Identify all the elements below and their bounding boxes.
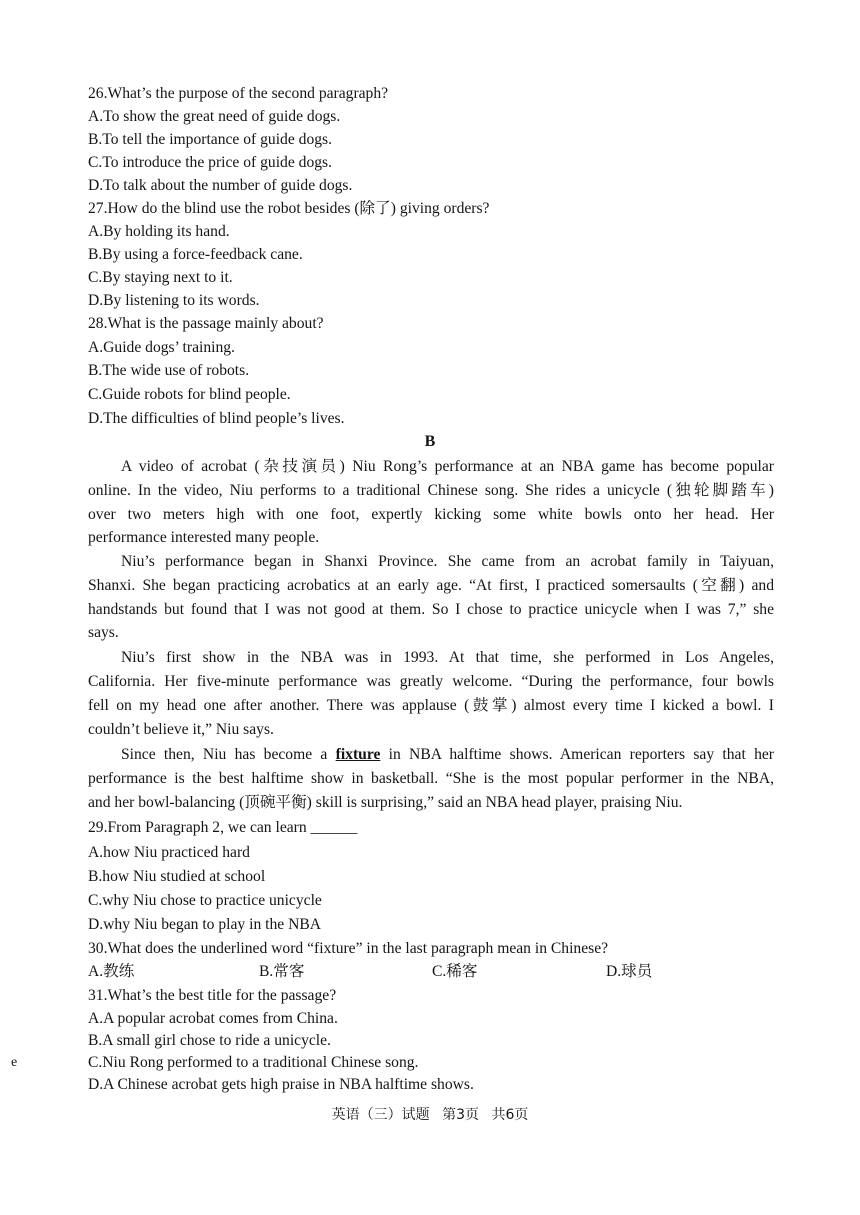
passage-text: in NBA halftime shows. American reporters say that her (380, 746, 774, 763)
option-27c: C.By staying next to it. (88, 269, 233, 286)
passage-line: fell on my head one after another. There was applause (鼓掌) almost every time I kicked a bowl. I (88, 697, 774, 714)
question-26: 26.What’s the purpose of the second paragraph? (88, 85, 389, 102)
passage-line: performance is the best halftime show in basketball. “She is the most popular performer in the NBA, (88, 770, 774, 787)
underlined-word-fixture: fixture (335, 746, 381, 763)
question-29: 29.From Paragraph 2, we can learn ______ (88, 819, 358, 836)
section-b-title: B (424, 433, 436, 450)
option-29d: D.why Niu began to play in the NBA (88, 916, 322, 933)
option-27d: D.By listening to its words. (88, 292, 260, 309)
page-footer (0, 1106, 860, 1124)
option-29a: A.how Niu practiced hard (88, 844, 250, 861)
option-30d: D.球员 (606, 963, 653, 980)
option-30c: C.稀客 (432, 963, 478, 980)
option-29b: B.how Niu studied at school (88, 868, 266, 885)
option-28a: A.Guide dogs’ training. (88, 339, 235, 356)
option-26d: D.To talk about the number of guide dogs. (88, 177, 353, 194)
footer-subject: 英语（三）试题 (331, 1107, 430, 1123)
passage-line: Shanxi. She began practicing acrobatics at an early age. “At first, I practiced somersaults (空翻) and (88, 577, 774, 594)
option-26c: C.To introduce the price of guide dogs. (88, 154, 333, 171)
option-26a: A.To show the great need of guide dogs. (88, 108, 341, 125)
option-27b: B.By using a force-feedback cane. (88, 246, 303, 263)
question-27: 27.How do the blind use the robot besides (除了) giving orders? (88, 200, 490, 217)
question-28: 28.What is the passage mainly about? (88, 315, 324, 332)
option-29c: C.why Niu chose to practice unicycle (88, 892, 322, 909)
passage-line (121, 745, 774, 765)
question-30: 30.What does the underlined word “fixture” in the last paragraph mean in Chinese? (88, 940, 609, 957)
passage-line: and her bowl-balancing (顶碗平衡) skill is surprising,” said an NBA head player, praising Niu. (88, 794, 683, 811)
passage-line: performance interested many people. (88, 529, 320, 546)
option-30b: B.常客 (259, 963, 305, 980)
passage-line: couldn’t believe it,” Niu says. (88, 721, 274, 738)
passage-line: handstands but found that I was not good at them. So I chose to practice unicycle when I was 7,” she (88, 601, 774, 618)
passage-line: Niu’s first show in the NBA was in 1993. At that time, she performed in Los Angeles, (121, 649, 774, 666)
passage-line: says. (88, 624, 119, 641)
option-28c: C.Guide robots for blind people. (88, 386, 291, 403)
option-28d: D.The difficulties of blind people’s lives. (88, 410, 345, 427)
passage-line: online. In the video, Niu performs to a traditional Chinese song. She rides a unicycle (独轮脚踏车) (88, 482, 774, 499)
question-31: 31.What’s the best title for the passage? (88, 987, 337, 1004)
passage-line: over two meters high with one foot, expertly kicking some white bowls onto her head. Her (88, 506, 774, 523)
option-30a: A.教练 (88, 963, 135, 980)
passage-line: California. Her five-minute performance was greatly welcome. “During the performance, four bowls (88, 673, 774, 690)
passage-text: Since then, Niu has become a (121, 746, 336, 763)
stray-mark: e (11, 1055, 18, 1070)
passage-line: Niu’s performance began in Shanxi Province. She came from an acrobat family in Taiyuan, (121, 553, 774, 570)
footer-total-pages: 共6页 (491, 1107, 529, 1123)
option-31c: C.Niu Rong performed to a traditional Chinese song. (88, 1054, 419, 1071)
option-31a: A.A popular acrobat comes from China. (88, 1010, 338, 1027)
option-28b: B.The wide use of robots. (88, 362, 250, 379)
option-27a: A.By holding its hand. (88, 223, 230, 240)
option-26b: B.To tell the importance of guide dogs. (88, 131, 333, 148)
option-31d: D.A Chinese acrobat gets high praise in NBA halftime shows. (88, 1076, 474, 1093)
passage-line: A video of acrobat (杂技演员) Niu Rong’s performance at an NBA game has become popular (121, 458, 774, 475)
footer-page-number: 第3页 (442, 1107, 479, 1123)
option-31b: B.A small girl chose to ride a unicycle. (88, 1032, 331, 1049)
